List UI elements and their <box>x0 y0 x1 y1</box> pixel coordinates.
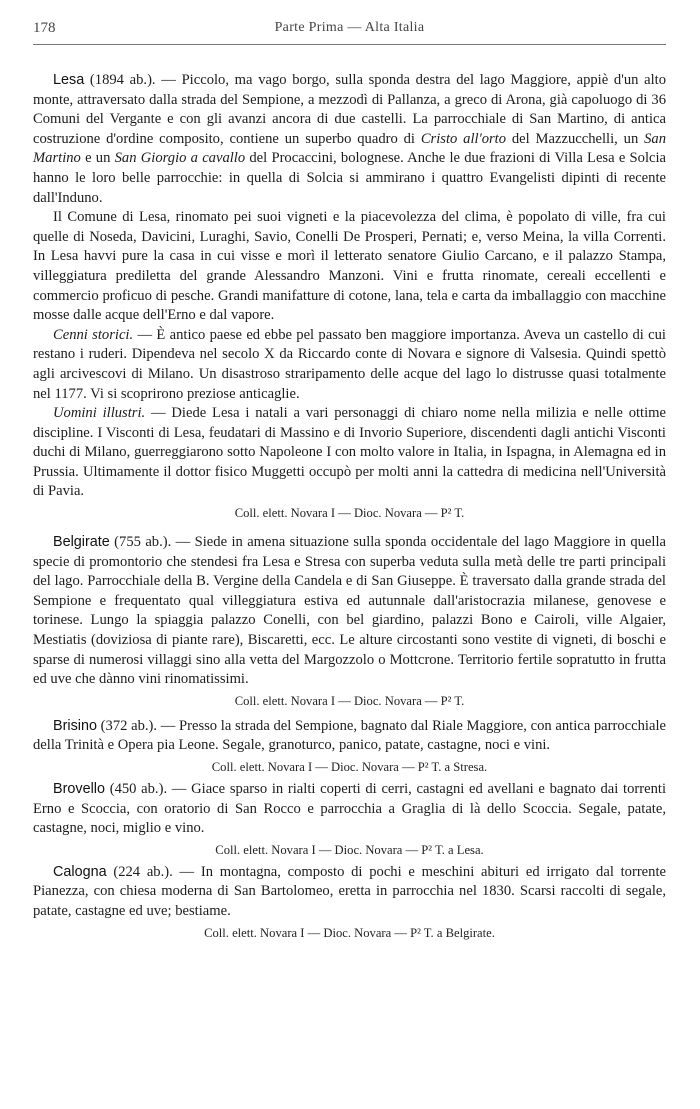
entry-headword: Brisino <box>53 717 97 734</box>
entry-paragraph <box>33 717 666 756</box>
entry-paragraph <box>33 71 666 208</box>
entry-gap <box>33 710 666 717</box>
entry-lesa <box>33 71 666 522</box>
text-span: del Mazzucchelli, un <box>506 130 645 147</box>
italic-span: San Giorgio a cavallo <box>114 150 246 167</box>
entry-brisino <box>33 717 666 776</box>
entry-population: (755 ab.). — <box>109 534 195 551</box>
entry-headword: Brovello <box>53 781 105 797</box>
entry-paragraph <box>33 863 666 922</box>
text-span: Siede in amena situazione sulla sponda occidentale del lago Maggiore in quella specie di promontorio che stendesi fra Lesa e Stresa con superba veduta sulla metà delle tre parti principali del lago. Parrocchiale della B. Vergine della Candela e di San Giuseppe. È traversato dalla grande strada del Sempione e frequentato qual villeggiatura estiva ed autunnale dall'aristocrazia milanese, genovese e torinese. Lungo la spiaggia palazzo Conelli, con bel giardino, palazzi Bono e Cairoli, ville Algaier, Mestiatis (doviziosa di piante rare), Biscaretti, ecc. Le alture circostanti sono vestite di vigneti, di boschi e sparse di numerosi villaggi sino alla vetta del Margozzolo o Mottcrone. Territorio fertile sopratutto in frutta ed uve che dànno vini rinomatissimi. <box>33 534 667 688</box>
italic-span: San Martino <box>33 130 666 167</box>
header-rule <box>33 44 666 45</box>
text-span: e un <box>80 150 115 167</box>
text-span: — Diede Lesa i natali a vari personaggi di chiaro nome nella milizia e nelle ottime discipline. I Visconti di Lesa, feudatari di Massino e di Invorio Superiore, discendenti dagli antichi Visconti duchi di Milano, guerreggiarono sotto Napoleone I con molto valore in Italia, in Ispagna, in Alemagna ed in Prussia. Ultimamente il dottor fisico Muggetti occupò per molti anni la cattedra di medicina nell'Università di Pavia. <box>33 405 666 500</box>
section-label: Uomini illustri. <box>53 405 146 422</box>
section-label: Cenni storici. <box>53 326 134 343</box>
body-text <box>33 71 666 942</box>
entry-headword: Lesa <box>53 72 85 88</box>
entry-calogna <box>33 863 666 942</box>
entry-paragraph: Il Comune di Lesa, rinomato pei suoi vigneti e la piacevolezza del clima, è popolato di ville, fra cui quelle di Noseda, Davicini, Luraghi, Savio, Conelli De Prosperi, Pernati; e, verso Meina, la villa Correnti. In Lesa havvi pure la casa in cui visse e morì il letterato senatore Giulio Carcano, e il palazzo Stampa, villeggiatura prediletta del grande Alessandro Manzoni. Vini e frutta rinomate, cereali eccellenti e commercio proficuo di pesche. Grandi manifatture di cotone, lana, tela e carta da imballaggio con macchine mosse dalle acque dell'Erno e dal vapore. <box>33 209 666 324</box>
running-title: Parte Prima — Alta Italia <box>274 20 425 35</box>
text-span: — È antico paese ed ebbe pel passato ben maggiore importanza. Aveva un castello di cui restano i ruderi. Dipendeva nel secolo X da Riccardo conte di Novara e signore di Valsesia. Quindi spettò agli arcivescovi di Milano. Un disastroso straripamento delle acque del lago lo distrusse quasi totalmente nel 1177. Vi si scoprirono preziose anticaglie. <box>33 326 666 402</box>
entry-headword: Calogna <box>53 863 107 880</box>
administrative-note: Coll. elett. Novara I — Dioc. Novara — P² T. a Stresa. <box>211 760 488 774</box>
page-number: 178 <box>33 20 56 36</box>
italic-span: Cristo all'orto <box>420 130 507 147</box>
administrative-note: Coll. elett. Novara I — Dioc. Novara — P² T. <box>234 506 465 521</box>
entry-headword: Belgirate <box>53 534 110 551</box>
text-span: Piccolo, ma vago borgo, sulla sponda destra del lago Maggiore, appiè d'un alto monte, attraversato dalla strada del Sempione, a mezzodì di Pallanza, a greco di Arona, già capoluogo di 36 Comuni del Vergante e con gli avanzi ancora di due castelli. La parrocchiale di San Martino, di antica costruzione d'ordine composito, contiene un superbo quadro di <box>33 72 666 147</box>
entry-paragraph <box>33 404 666 502</box>
entry-paragraph <box>33 326 666 404</box>
text-span: In montagna, composto di pochi e meschini abituri ed irrigato dal torrente Pianezza, con chiesa moderna di San Bartolomeo, eretta in parrocchia nel 1830. Scarsi raccolti di segale, patate, castagne ed uve; bestiame. <box>33 863 666 919</box>
entry-paragraph <box>33 533 666 690</box>
entry-population: (372 ab.). — <box>97 717 179 734</box>
entry-brovello <box>33 780 666 859</box>
administrative-note: Coll. elett. Novara I — Dioc. Novara — P² T. <box>234 693 465 708</box>
entry-gap <box>33 522 666 533</box>
entry-paragraph <box>33 780 666 839</box>
entry-population: (224 ab.). — <box>106 863 201 880</box>
entry-belgirate <box>33 533 666 710</box>
text-span: Giace sparso in rialti coperti di cerri, castagni ed avellani e bagnato dai torrenti Erno e Scoccia, con oratorio di San Rocco e parrocchia a Graglia di là dello Scoccia. Segale, patate, castagne, noci, miglio e vino. <box>33 781 666 837</box>
administrative-note: Coll. elett. Novara I — Dioc. Novara — P² T. a Lesa. <box>215 842 484 857</box>
entry-population: (1894 ab.). — <box>84 72 182 88</box>
text-span: del Procaccini, bolognese. Anche le due frazioni di Villa Lesa e Solcia hanno le loro belle parrocchie: in quella di Solcia si ammirano i quattro Evangelisti dipinti di recente dall'Induno. <box>33 150 667 206</box>
entry-population: (450 ab.). — <box>105 781 192 797</box>
text-span: Presso la strada del Sempione, bagnato dal Riale Maggiore, con antica parrocchiale della Trinità e Opera pia Leone. Segale, granoturco, panico, patate, castagne, noci e vini. <box>33 717 666 754</box>
page-header <box>33 18 666 40</box>
administrative-note: Coll. elett. Novara I — Dioc. Novara — P² T. a Belgirate. <box>204 925 495 940</box>
